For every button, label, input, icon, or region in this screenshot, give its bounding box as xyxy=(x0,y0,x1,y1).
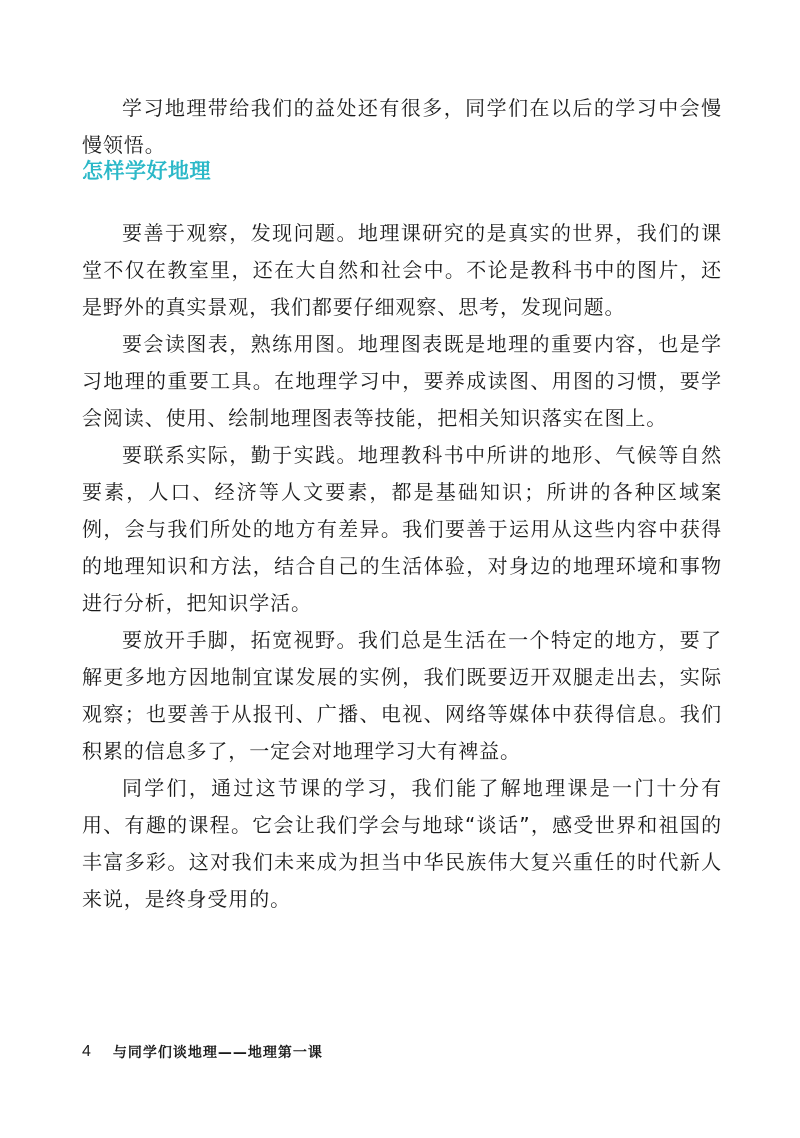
intro-block xyxy=(82,90,722,164)
footer-title: 与同学们谈地理——地理第一课 xyxy=(112,1045,323,1061)
page-footer xyxy=(82,1040,323,1064)
section-body xyxy=(82,215,722,918)
paragraph-maps: 要会读图表，熟练用图。地理图表既是地理的重要内容，也是学习地理的重要工具。在地理学习中，要养成读图、用图的习惯，要学会阅读、使用、绘制地理图表等技能，把相关知识落实在图上。 xyxy=(82,332,722,430)
paragraph-conclusion: 同学们，通过这节课的学习，我们能了解地理课是一门十分有用、有趣的课程。它会让我们学会与地球“谈话”，感受世界和祖国的丰富多彩。这对我们未来成为担当中华民族伟大复兴重任的时代新人来说，是终身受用的。 xyxy=(82,776,722,911)
paragraph-observe: 要善于观察，发现问题。地理课研究的是真实的世界，我们的课堂不仅在教室里，还在大自然和社会中。不论是教科书中的图片，还是野外的真实景观，我们都要仔细观察、思考，发现问题。 xyxy=(82,221,722,319)
paragraph-vision: 要放开手脚，拓宽视野。我们总是生活在一个特定的地方，要了解更多地方因地制宜谋发展的实例，我们既要迈开双腿走出去，实际观察；也要善于从报刊、广播、电视、网络等媒体中获得信息。我们积累的信息多了，一定会对地理学习大有裨益。 xyxy=(82,628,722,763)
page-number: 4 xyxy=(82,1043,91,1060)
intro-paragraph: 学习地理带给我们的益处还有很多，同学们在以后的学习中会慢慢领悟。 xyxy=(82,96,722,157)
paragraph-practice: 要联系实际，勤于实践。地理教科书中所讲的地形、气候等自然要素，人口、经济等人文要素，都是基础知识；所讲的各种区域案例，会与我们所处的地方有差异。我们要善于运用从这些内容中获得的地理知识和方法，结合自己的生活体验，对身边的地理环境和事物进行分析，把知识学活。 xyxy=(82,443,722,615)
section-heading: 怎样学好地理 xyxy=(82,159,211,183)
